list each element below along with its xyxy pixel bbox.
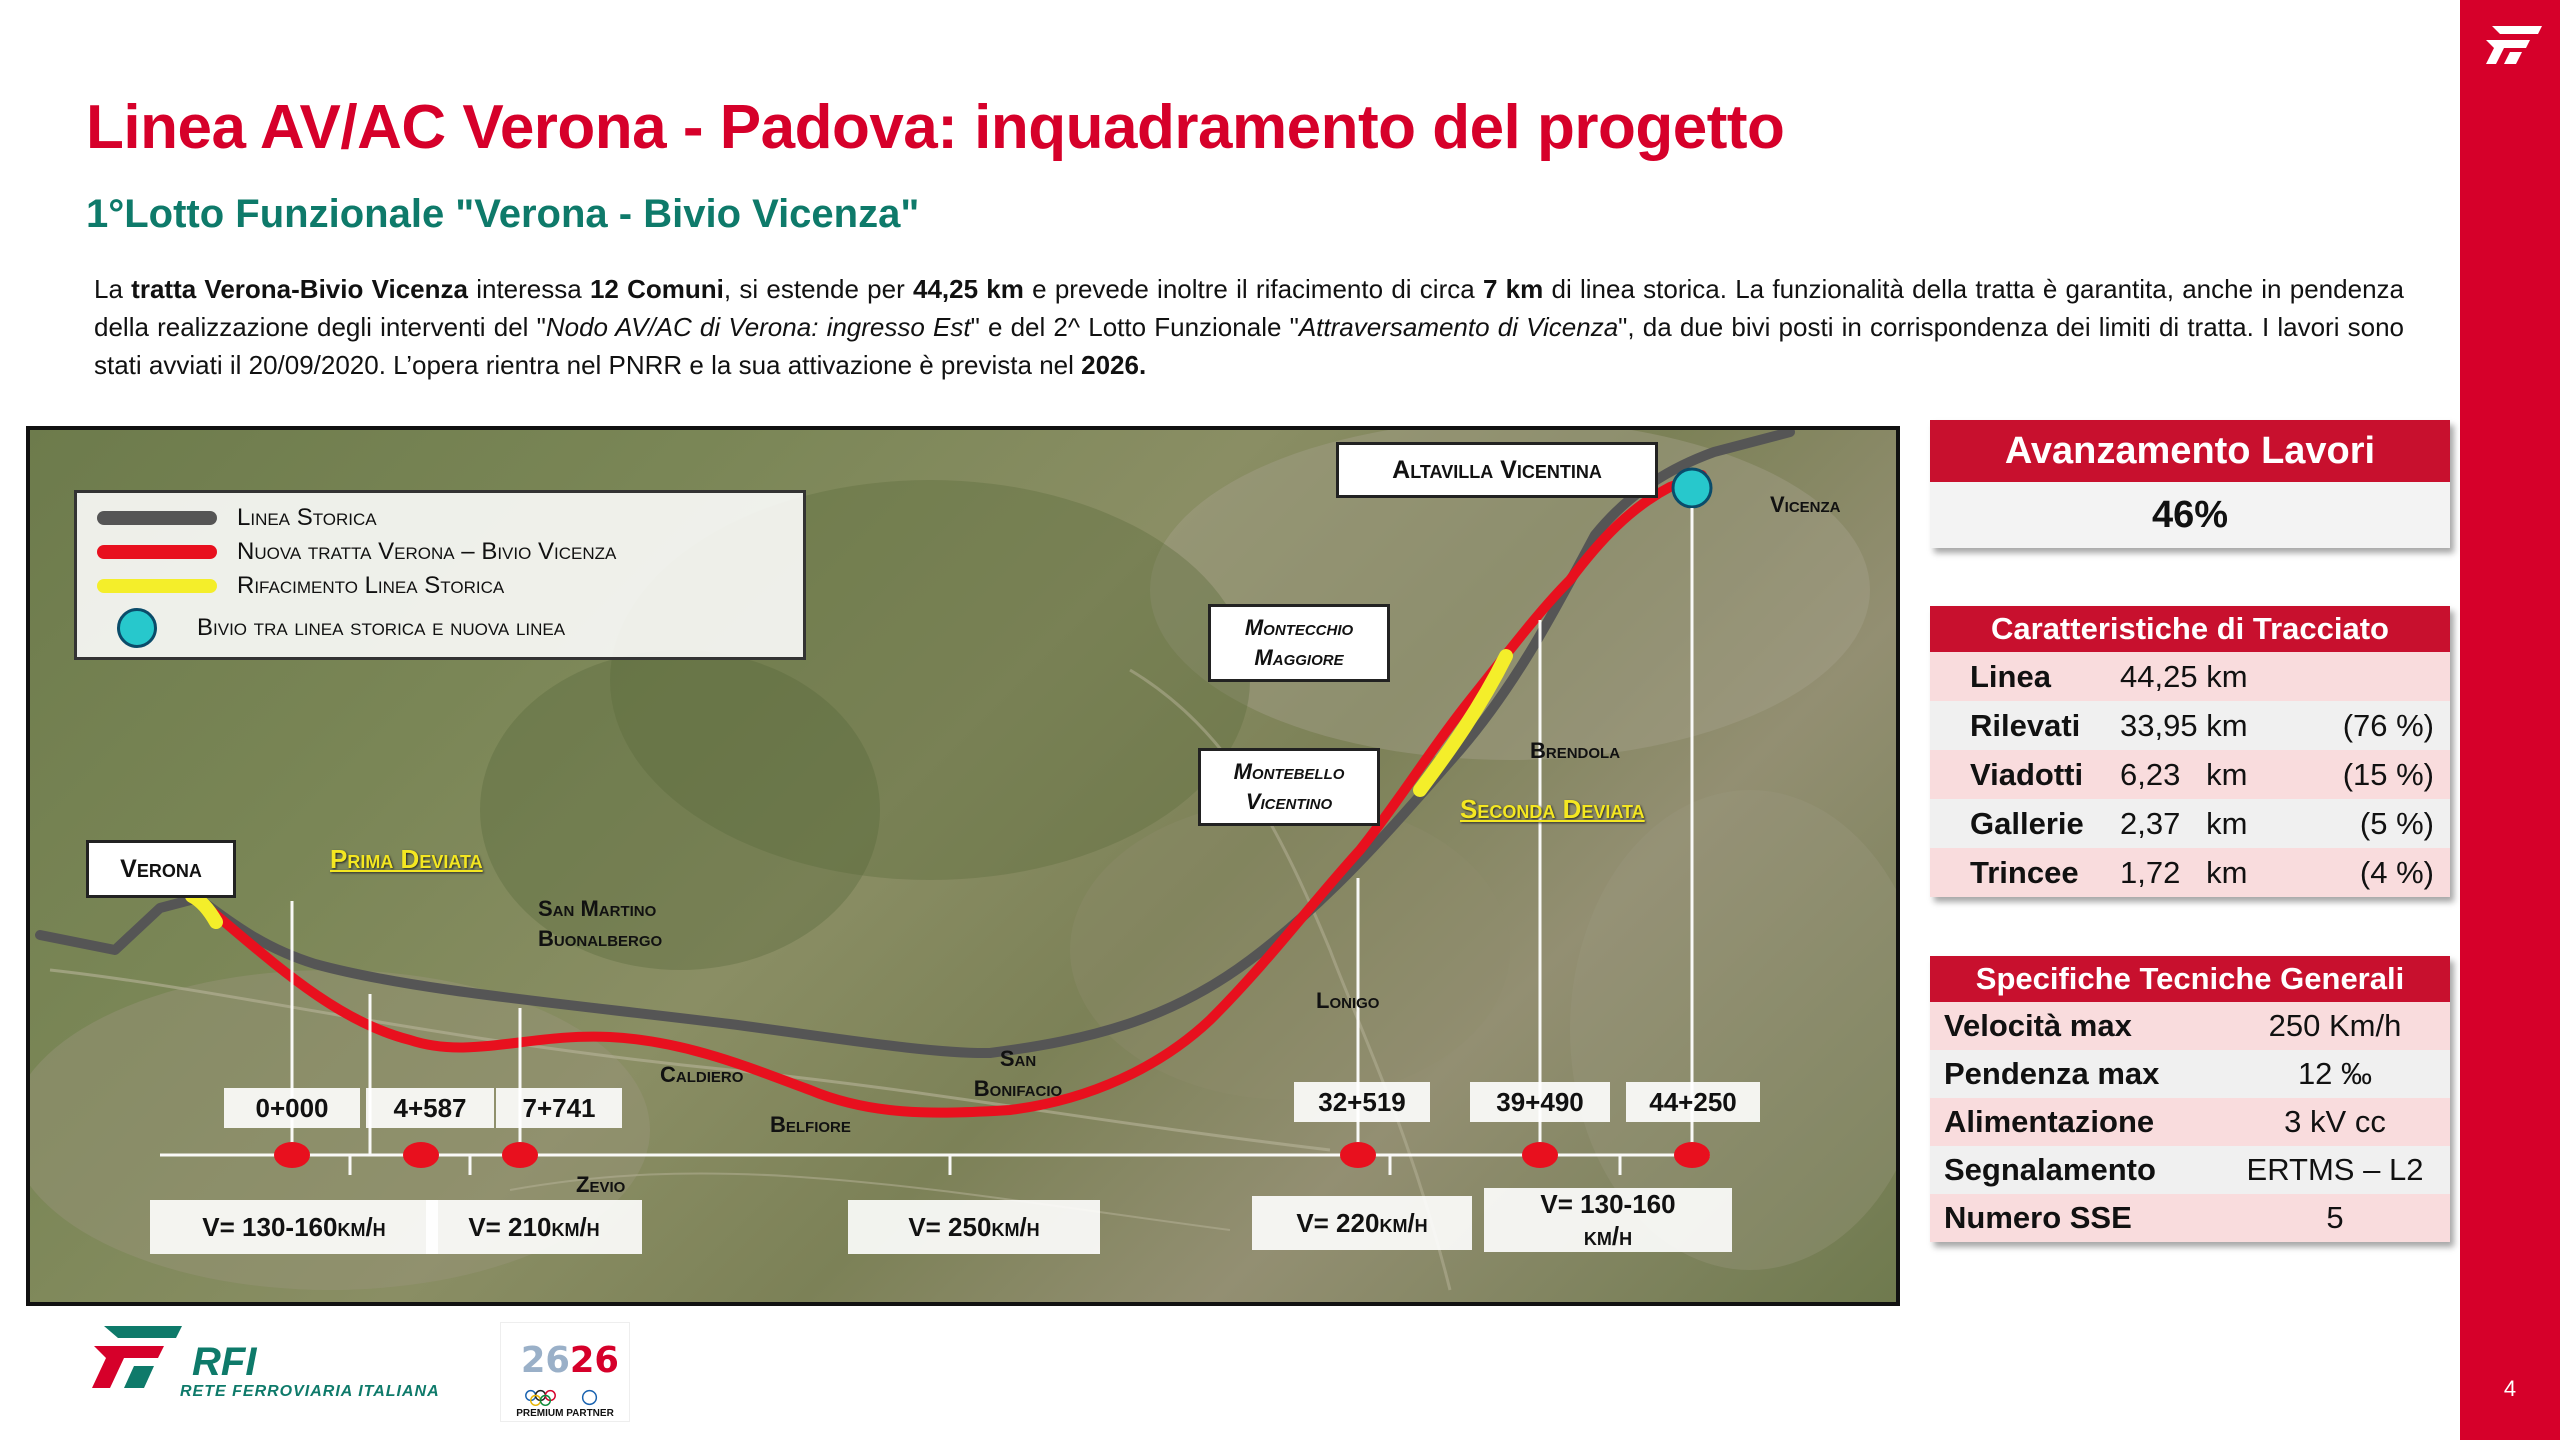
rfi-subtitle: RETE FERROVIARIA ITALIANA	[180, 1383, 440, 1400]
legend-bivio-icon	[117, 608, 157, 648]
speed-label-4: V= 220 km/h	[1252, 1196, 1472, 1250]
legend-bivio: Bivio tra linea storica e nuova linea	[97, 611, 565, 645]
rifacimento-prima	[192, 896, 216, 922]
speed-label-1: V= 130-160 km/h	[150, 1200, 438, 1254]
km-label-3: 32+519	[1294, 1082, 1430, 1122]
km-marker-0	[274, 1142, 310, 1168]
speed-label-3: V= 250 km/h	[848, 1200, 1100, 1254]
label-vicenza: Vicenza	[1770, 492, 1841, 517]
rfi-brand: RFI	[192, 1340, 257, 1384]
label-brendola: Brendola	[1530, 738, 1621, 763]
label-lonigo: Lonigo	[1316, 988, 1380, 1013]
km-marker-5	[1674, 1142, 1710, 1168]
table-row: Numero SSE 5	[1930, 1194, 2450, 1242]
legend-nuova-swatch	[97, 545, 217, 559]
legend-storica-swatch	[97, 511, 217, 525]
caratteristiche-title: Caratteristiche di Tracciato	[1930, 606, 2450, 652]
svg-text:26: 26	[520, 1340, 570, 1381]
table-row: Rilevati 33,95 km (76 %)	[1930, 701, 2450, 750]
page-subtitle: 1°Lotto Funzionale "Verona - Bivio Vicenza"	[86, 192, 920, 236]
olympic-partner-logo-icon	[500, 1322, 630, 1422]
km-label-4: 39+490	[1470, 1082, 1610, 1122]
map-legend	[74, 490, 806, 660]
specifiche-panel	[1930, 956, 2450, 1242]
km-label-5: 44+250	[1626, 1082, 1760, 1122]
fs-logo-icon	[2476, 18, 2546, 68]
right-brand-bar	[2460, 0, 2560, 1440]
label-san-martino: San Martino Buonalbergo	[538, 896, 663, 951]
label-caldiero: Caldiero	[660, 1062, 744, 1087]
label-montecchio: Montecchio Maggiore	[1208, 604, 1390, 682]
table-row: Alimentazione 3 kV cc	[1930, 1098, 2450, 1146]
km-marker-4	[1522, 1142, 1558, 1168]
legend-rifacimento: Rifacimento Linea Storica	[97, 569, 504, 603]
table-row: Trincee 1,72 km (4 %)	[1930, 848, 2450, 897]
partner-label: PREMIUM PARTNER	[516, 1408, 614, 1419]
avanzamento-value: 46%	[1930, 482, 2450, 548]
km-marker-1	[403, 1142, 439, 1168]
page-title: Linea AV/AC Verona - Padova: inquadramento del progetto	[86, 93, 1785, 162]
km-marker-2	[502, 1142, 538, 1168]
legend-rifacimento-swatch	[97, 579, 217, 593]
table-row: Linea 44,25 km	[1930, 652, 2450, 701]
bivio-vicenza-icon	[1673, 469, 1711, 507]
label-seconda-deviata: Seconda Deviata	[1460, 794, 1645, 824]
legend-nuova: Nuova tratta Verona – Bivio Vicenza	[97, 535, 616, 569]
caratteristiche-panel	[1930, 606, 2450, 897]
label-san-bonifacio: San Bonifacio	[973, 1046, 1063, 1101]
route-map	[26, 426, 1900, 1306]
speed-label-2: V= 210 km/h	[426, 1200, 642, 1254]
intro-paragraph: La tratta Verona-Bivio Vicenza interessa 12 Comuni, si estende per 44,25 km e prevede inoltre il rifacimento di circa 7 km di linea storica. La funzionalità della tratta è garantita, anche in pendenza della realizzazione degli interventi del "Nodo AV/AC di Verona: ingresso Est" e del 2^ Lotto Funzionale "Attraversamento di Vicenza", da due bivi posti in corrispondenza dei limiti di tratta. I lavori sono stati avviati il 20/09/2020. L’opera rientra nel PNRR e la sua attivazione è prevista nel 2026.	[94, 274, 2405, 380]
label-altavilla: Altavilla Vicentina	[1336, 442, 1658, 498]
table-row: Pendenza max 12 ‰	[1930, 1050, 2450, 1098]
label-zevio: Zevio	[576, 1172, 626, 1197]
table-row: Gallerie 2,37 km (5 %)	[1930, 799, 2450, 848]
label-prima-deviata: Prima Deviata	[330, 844, 483, 874]
specifiche-title: Specifiche Tecniche Generali	[1930, 956, 2450, 1002]
speed-label-5: V= 130-160 km/h	[1484, 1188, 1732, 1252]
table-row: Viadotti 6,23 km (15 %)	[1930, 750, 2450, 799]
label-belfiore: Belfiore	[770, 1112, 851, 1137]
svg-text:26: 26	[569, 1340, 619, 1381]
label-verona: Verona	[86, 840, 236, 898]
km-label-0: 0+000	[224, 1088, 360, 1128]
table-row: Velocità max 250 Km/h	[1930, 1002, 2450, 1050]
km-marker-3	[1340, 1142, 1376, 1168]
avanzamento-title: Avanzamento Lavori	[1930, 420, 2450, 482]
km-label-1: 4+587	[366, 1088, 494, 1128]
page-number: 4	[2503, 1376, 2517, 1401]
table-row: Segnalamento ERTMS – L2	[1930, 1146, 2450, 1194]
avanzamento-panel	[1930, 420, 2450, 548]
km-label-2: 7+741	[496, 1088, 622, 1128]
legend-storica: Linea Storica	[97, 501, 377, 535]
label-montebello: Montebello Vicentino	[1198, 748, 1380, 826]
